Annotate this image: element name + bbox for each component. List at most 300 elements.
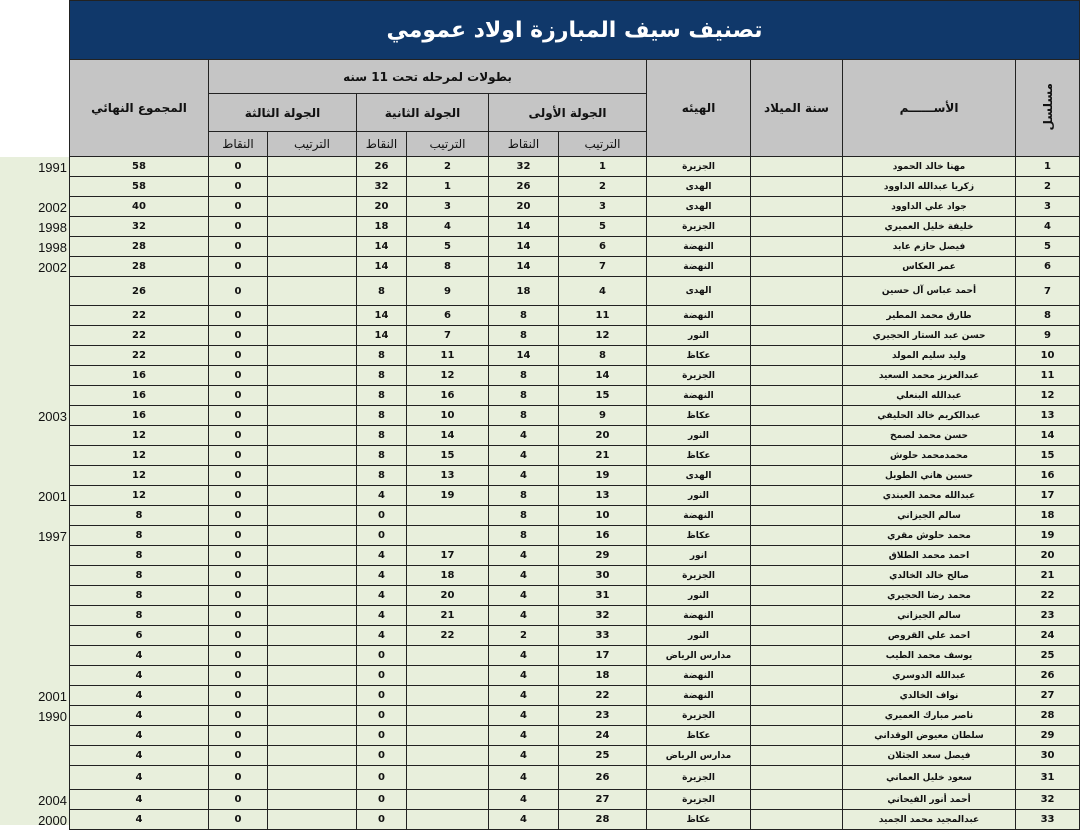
round3-points-cell: 0: [209, 526, 268, 546]
round1-rank-cell: 12: [559, 326, 647, 346]
total-cell: 8: [70, 606, 209, 626]
round1-rank-cell: 28: [559, 810, 647, 830]
round2-points-cell: 4: [357, 626, 407, 646]
table-row: [70, 346, 1080, 366]
table-row: [70, 506, 1080, 526]
serial-cell: 15: [1016, 446, 1080, 466]
birth-year-cell: [751, 626, 843, 646]
total-cell: 22: [70, 306, 209, 326]
serial-cell: 7: [1016, 277, 1080, 306]
name-cell: طارق محمد المطير: [843, 306, 1016, 326]
round2-rank-cell: [407, 706, 489, 726]
serial-cell: 12: [1016, 386, 1080, 406]
round1-rank-cell: 27: [559, 790, 647, 810]
round2-rank-cell: [407, 726, 489, 746]
round1-rank-cell: 5: [559, 217, 647, 237]
name-cell: حسين هاني الطويل: [843, 466, 1016, 486]
round3-rank-cell: [268, 506, 357, 526]
name-cell: محمد حلوش مقري: [843, 526, 1016, 546]
round3-rank-cell: [268, 626, 357, 646]
round3-points-header: النقاط: [209, 132, 268, 157]
round3-points-cell: 0: [209, 466, 268, 486]
table-row: [70, 446, 1080, 466]
round1-points-cell: 4: [489, 746, 559, 766]
birth-year-outer-column: [0, 157, 69, 828]
round2-points-cell: 26: [357, 157, 407, 177]
round2-points-cell: 0: [357, 526, 407, 546]
round2-rank-cell: 18: [407, 566, 489, 586]
club-cell: النهضة: [647, 686, 751, 706]
table-row: [70, 466, 1080, 486]
round1-points-cell: 8: [489, 366, 559, 386]
birth-year-cell: [751, 506, 843, 526]
table-row: [70, 686, 1080, 706]
round1-rank-cell: 13: [559, 486, 647, 506]
round2-rank-cell: [407, 666, 489, 686]
birth-year-label: 2002: [38, 200, 67, 215]
table-row: [70, 277, 1080, 306]
birth-year-label: 2000: [38, 813, 67, 828]
round3-points-cell: 0: [209, 366, 268, 386]
round1-rank-cell: 17: [559, 646, 647, 666]
round3-points-cell: 0: [209, 406, 268, 426]
name-cell: عبدالمجيد محمد الجميد: [843, 810, 1016, 830]
name-cell: عبدالله البنعلي: [843, 386, 1016, 406]
round2-rank-cell: 19: [407, 486, 489, 506]
club-cell: النهضة: [647, 306, 751, 326]
club-cell: الجزيرة: [647, 706, 751, 726]
table-row: [70, 197, 1080, 217]
round1-rank-cell: 20: [559, 426, 647, 446]
round3-points-cell: 0: [209, 197, 268, 217]
total-cell: 22: [70, 326, 209, 346]
round3-rank-cell: [268, 526, 357, 546]
total-cell: 32: [70, 217, 209, 237]
round3-points-cell: 0: [209, 686, 268, 706]
round1-points-cell: 26: [489, 177, 559, 197]
round1-points-cell: 4: [489, 646, 559, 666]
round3-points-cell: 0: [209, 217, 268, 237]
round1-points-cell: 14: [489, 217, 559, 237]
round1-points-cell: 4: [489, 726, 559, 746]
round2-rank-cell: 11: [407, 346, 489, 366]
serial-cell: 23: [1016, 606, 1080, 626]
round2-points-cell: 4: [357, 606, 407, 626]
serial-cell: 33: [1016, 810, 1080, 830]
table-row: [70, 366, 1080, 386]
table-row: [70, 666, 1080, 686]
serial-cell: 17: [1016, 486, 1080, 506]
round2-rank-cell: 9: [407, 277, 489, 306]
round1-points-cell: 4: [489, 666, 559, 686]
round2-rank-cell: 6: [407, 306, 489, 326]
birth-year-cell: [751, 810, 843, 830]
round3-rank-cell: [268, 177, 357, 197]
serial-cell: 5: [1016, 237, 1080, 257]
round2-rank-cell: [407, 526, 489, 546]
club-cell: النور: [647, 586, 751, 606]
table-row: [70, 626, 1080, 646]
round2-points-cell: 8: [357, 277, 407, 306]
serial-header-label: مسلسل: [1040, 82, 1055, 131]
serial-cell: 24: [1016, 626, 1080, 646]
birth-year-cell: [751, 366, 843, 386]
round2-rank-cell: 4: [407, 217, 489, 237]
round1-rank-cell: 23: [559, 706, 647, 726]
round3-points-cell: 0: [209, 157, 268, 177]
birth-year-cell: [751, 526, 843, 546]
name-cell: مهنا خالد الحمود: [843, 157, 1016, 177]
total-cell: 8: [70, 526, 209, 546]
birth-year-cell: [751, 406, 843, 426]
serial-cell: 4: [1016, 217, 1080, 237]
table-row: [70, 586, 1080, 606]
round3-rank-cell: [268, 466, 357, 486]
birth-year-header: سنة الميلاد: [751, 60, 843, 157]
round1-rank-cell: 9: [559, 406, 647, 426]
round1-rank-cell: 19: [559, 466, 647, 486]
birth-year-cell: [751, 726, 843, 746]
total-cell: 12: [70, 466, 209, 486]
birth-year-label: 1991: [38, 160, 67, 175]
round1-points-cell: 20: [489, 197, 559, 217]
round3-points-cell: 0: [209, 306, 268, 326]
table-row: [70, 810, 1080, 830]
round1-points-cell: 4: [489, 686, 559, 706]
table-row: [70, 157, 1080, 177]
table-row: [70, 606, 1080, 626]
total-cell: 4: [70, 810, 209, 830]
round1-points-cell: 4: [489, 766, 559, 790]
name-cell: محمد رضا الحجيري: [843, 586, 1016, 606]
round2-points-cell: 8: [357, 346, 407, 366]
round3-rank-cell: [268, 686, 357, 706]
round1-points-cell: 4: [489, 426, 559, 446]
round2-rank-cell: 14: [407, 426, 489, 446]
name-cell: فيصل حازم عابد: [843, 237, 1016, 257]
club-cell: الهدى: [647, 277, 751, 306]
birth-year-cell: [751, 386, 843, 406]
club-header: الهيئه: [647, 60, 751, 157]
round2-rank-cell: 15: [407, 446, 489, 466]
club-cell: عكاظ: [647, 446, 751, 466]
club-cell: الجزيرة: [647, 766, 751, 790]
round2-rank-cell: [407, 766, 489, 790]
round1-points-cell: 14: [489, 257, 559, 277]
total-cell: 16: [70, 386, 209, 406]
birth-year-cell: [751, 486, 843, 506]
round1-points-cell: 8: [489, 486, 559, 506]
name-cell: خليفة خليل العميري: [843, 217, 1016, 237]
round2-points-cell: 14: [357, 237, 407, 257]
club-cell: النهضة: [647, 237, 751, 257]
round2-points-cell: 0: [357, 726, 407, 746]
round1-points-cell: 2: [489, 626, 559, 646]
round2-points-cell: 14: [357, 306, 407, 326]
name-cell: سعود خليل العماني: [843, 766, 1016, 790]
total-cell: 8: [70, 586, 209, 606]
birth-year-cell: [751, 790, 843, 810]
round3-rank-cell: [268, 366, 357, 386]
round1-rank-cell: 33: [559, 626, 647, 646]
round3-rank-cell: [268, 406, 357, 426]
round2-rank-cell: 3: [407, 197, 489, 217]
round3-points-cell: 0: [209, 426, 268, 446]
round3-points-cell: 0: [209, 506, 268, 526]
name-cell: احمد علي القروص: [843, 626, 1016, 646]
serial-cell: 30: [1016, 746, 1080, 766]
round2-points-cell: 4: [357, 586, 407, 606]
round2-points-cell: 4: [357, 486, 407, 506]
round3-rank-cell: [268, 586, 357, 606]
round1-points-cell: 8: [489, 306, 559, 326]
total-cell: 40: [70, 197, 209, 217]
table-row: [70, 306, 1080, 326]
birth-year-cell: [751, 666, 843, 686]
round1-points-header: النقاط: [489, 132, 559, 157]
serial-cell: 19: [1016, 526, 1080, 546]
table-row: [70, 766, 1080, 790]
round1-points-cell: 8: [489, 386, 559, 406]
round1-points-cell: 18: [489, 277, 559, 306]
club-cell: الجزيرة: [647, 157, 751, 177]
birth-year-cell: [751, 157, 843, 177]
club-cell: الجزيرة: [647, 790, 751, 810]
round1-rank-cell: 15: [559, 386, 647, 406]
round2-points-cell: 4: [357, 546, 407, 566]
round2-points-cell: 8: [357, 446, 407, 466]
club-cell: النور: [647, 486, 751, 506]
serial-cell: 13: [1016, 406, 1080, 426]
round2-rank-cell: [407, 506, 489, 526]
round2-rank-cell: 10: [407, 406, 489, 426]
club-cell: النور: [647, 326, 751, 346]
birth-year-label: 2003: [38, 409, 67, 424]
table-row: [70, 546, 1080, 566]
round1-points-cell: 4: [489, 446, 559, 466]
name-cell: أحمد عباس آل حسين: [843, 277, 1016, 306]
round3-rank-header: الترتيب: [268, 132, 357, 157]
round1-points-cell: 4: [489, 586, 559, 606]
round2-rank-cell: [407, 790, 489, 810]
round1-rank-cell: 31: [559, 586, 647, 606]
serial-cell: 3: [1016, 197, 1080, 217]
birth-year-cell: [751, 237, 843, 257]
total-cell: 8: [70, 566, 209, 586]
name-cell: احمد محمد الطلاق: [843, 546, 1016, 566]
birth-year-cell: [751, 566, 843, 586]
round3-points-cell: 0: [209, 626, 268, 646]
serial-cell: 20: [1016, 546, 1080, 566]
round3-rank-cell: [268, 306, 357, 326]
serial-cell: 21: [1016, 566, 1080, 586]
birth-year-cell: [751, 326, 843, 346]
round2-points-cell: 14: [357, 257, 407, 277]
name-cell: عمر العكاس: [843, 257, 1016, 277]
total-cell: 4: [70, 766, 209, 790]
birth-year-cell: [751, 766, 843, 790]
total-cell: 22: [70, 346, 209, 366]
round2-points-cell: 0: [357, 506, 407, 526]
round3-points-cell: 0: [209, 386, 268, 406]
birth-year-cell: [751, 346, 843, 366]
total-cell: 26: [70, 277, 209, 306]
table-row: [70, 566, 1080, 586]
table-row: [70, 386, 1080, 406]
round3-rank-cell: [268, 666, 357, 686]
round2-points-cell: 0: [357, 790, 407, 810]
round3-points-cell: 0: [209, 237, 268, 257]
serial-cell: 2: [1016, 177, 1080, 197]
table-row: [70, 237, 1080, 257]
club-cell: عكاظ: [647, 526, 751, 546]
serial-cell: 6: [1016, 257, 1080, 277]
birth-year-label: 2001: [38, 689, 67, 704]
round1-rank-cell: 2: [559, 177, 647, 197]
round3-points-cell: 0: [209, 706, 268, 726]
name-header: الأســــــم: [843, 60, 1016, 157]
round3-points-cell: 0: [209, 546, 268, 566]
club-cell: النهضة: [647, 606, 751, 626]
club-cell: مدارس الرياض: [647, 646, 751, 666]
birth-year-cell: [751, 466, 843, 486]
round1-points-cell: 4: [489, 546, 559, 566]
table-row: [70, 406, 1080, 426]
total-cell: 28: [70, 237, 209, 257]
round1-rank-cell: 6: [559, 237, 647, 257]
table-row: [70, 746, 1080, 766]
table-row: [70, 726, 1080, 746]
round2-rank-cell: 2: [407, 157, 489, 177]
birth-year-cell: [751, 177, 843, 197]
total-cell: 4: [70, 746, 209, 766]
ranking-table: [69, 0, 1080, 830]
club-cell: النهضة: [647, 666, 751, 686]
name-cell: عبدالله الدوسري: [843, 666, 1016, 686]
name-cell: أحمد أنور الفيحاني: [843, 790, 1016, 810]
round2-points-cell: 0: [357, 706, 407, 726]
club-cell: الجزيرة: [647, 217, 751, 237]
birth-year-cell: [751, 546, 843, 566]
name-cell: وليد سليم المولد: [843, 346, 1016, 366]
round3-rank-cell: [268, 790, 357, 810]
round1-rank-header: الترتيب: [559, 132, 647, 157]
round1-rank-cell: 10: [559, 506, 647, 526]
table-row: [70, 706, 1080, 726]
round3-points-cell: 0: [209, 486, 268, 506]
serial-cell: 18: [1016, 506, 1080, 526]
round3-rank-cell: [268, 726, 357, 746]
birth-year-label: 2004: [38, 793, 67, 808]
table-row: [70, 526, 1080, 546]
club-cell: الهدى: [647, 466, 751, 486]
total-cell: 4: [70, 666, 209, 686]
total-cell: 12: [70, 446, 209, 466]
round2-rank-cell: 12: [407, 366, 489, 386]
round1-rank-cell: 18: [559, 666, 647, 686]
serial-cell: 16: [1016, 466, 1080, 486]
club-cell: النهضة: [647, 386, 751, 406]
round2-rank-cell: 20: [407, 586, 489, 606]
round3-rank-cell: [268, 766, 357, 790]
round1-points-cell: 8: [489, 326, 559, 346]
round2-points-cell: 0: [357, 810, 407, 830]
club-cell: الهدى: [647, 197, 751, 217]
round1-rank-cell: 21: [559, 446, 647, 466]
total-header: المجموع النهائي: [70, 60, 209, 157]
serial-cell: 22: [1016, 586, 1080, 606]
serial-cell: 25: [1016, 646, 1080, 666]
birth-year-cell: [751, 706, 843, 726]
serial-cell: 8: [1016, 306, 1080, 326]
total-cell: 4: [70, 726, 209, 746]
round3-points-cell: 0: [209, 766, 268, 790]
round1-points-cell: 8: [489, 406, 559, 426]
round2-rank-cell: 7: [407, 326, 489, 346]
round1-rank-cell: 11: [559, 306, 647, 326]
round1-rank-cell: 22: [559, 686, 647, 706]
round1-points-cell: 8: [489, 526, 559, 546]
birth-year-label: 1997: [38, 529, 67, 544]
round1-rank-cell: 25: [559, 746, 647, 766]
round2-points-cell: 8: [357, 366, 407, 386]
round1-points-cell: 4: [489, 706, 559, 726]
name-cell: ناصر مبارك العميري: [843, 706, 1016, 726]
round3-header: الجولة الثالثة: [209, 94, 357, 132]
birth-year-cell: [751, 197, 843, 217]
total-cell: 12: [70, 486, 209, 506]
club-cell: النهضة: [647, 257, 751, 277]
round1-points-cell: 4: [489, 566, 559, 586]
round3-rank-cell: [268, 326, 357, 346]
round3-points-cell: 0: [209, 790, 268, 810]
name-cell: زكريا عبدالله الداوود: [843, 177, 1016, 197]
round3-points-cell: 0: [209, 326, 268, 346]
name-cell: حسن محمد لصمخ: [843, 426, 1016, 446]
round2-points-cell: 32: [357, 177, 407, 197]
birth-year-cell: [751, 686, 843, 706]
round3-points-cell: 0: [209, 257, 268, 277]
serial-cell: 10: [1016, 346, 1080, 366]
round3-rank-cell: [268, 546, 357, 566]
round3-rank-cell: [268, 426, 357, 446]
club-cell: الجزيرة: [647, 366, 751, 386]
round2-rank-cell: [407, 810, 489, 830]
round3-rank-cell: [268, 346, 357, 366]
birth-year-cell: [751, 277, 843, 306]
name-cell: سلطان معيوض الوقداني: [843, 726, 1016, 746]
round2-header: الجولة الثانية: [357, 94, 489, 132]
round2-rank-cell: 17: [407, 546, 489, 566]
club-cell: عكاظ: [647, 346, 751, 366]
serial-cell: 31: [1016, 766, 1080, 790]
birth-year-cell: [751, 426, 843, 446]
name-cell: عبدالكريم خالد الحليفي: [843, 406, 1016, 426]
round2-points-cell: 8: [357, 386, 407, 406]
serial-cell: 1: [1016, 157, 1080, 177]
round2-rank-header: الترتيب: [407, 132, 489, 157]
serial-cell: 9: [1016, 326, 1080, 346]
birth-year-cell: [751, 586, 843, 606]
table-row: [70, 177, 1080, 197]
round2-points-cell: 0: [357, 746, 407, 766]
round2-points-cell: 18: [357, 217, 407, 237]
name-cell: يوسف محمد الطيب: [843, 646, 1016, 666]
round1-rank-cell: 14: [559, 366, 647, 386]
round1-points-cell: 14: [489, 346, 559, 366]
total-cell: 16: [70, 406, 209, 426]
birth-year-cell: [751, 257, 843, 277]
